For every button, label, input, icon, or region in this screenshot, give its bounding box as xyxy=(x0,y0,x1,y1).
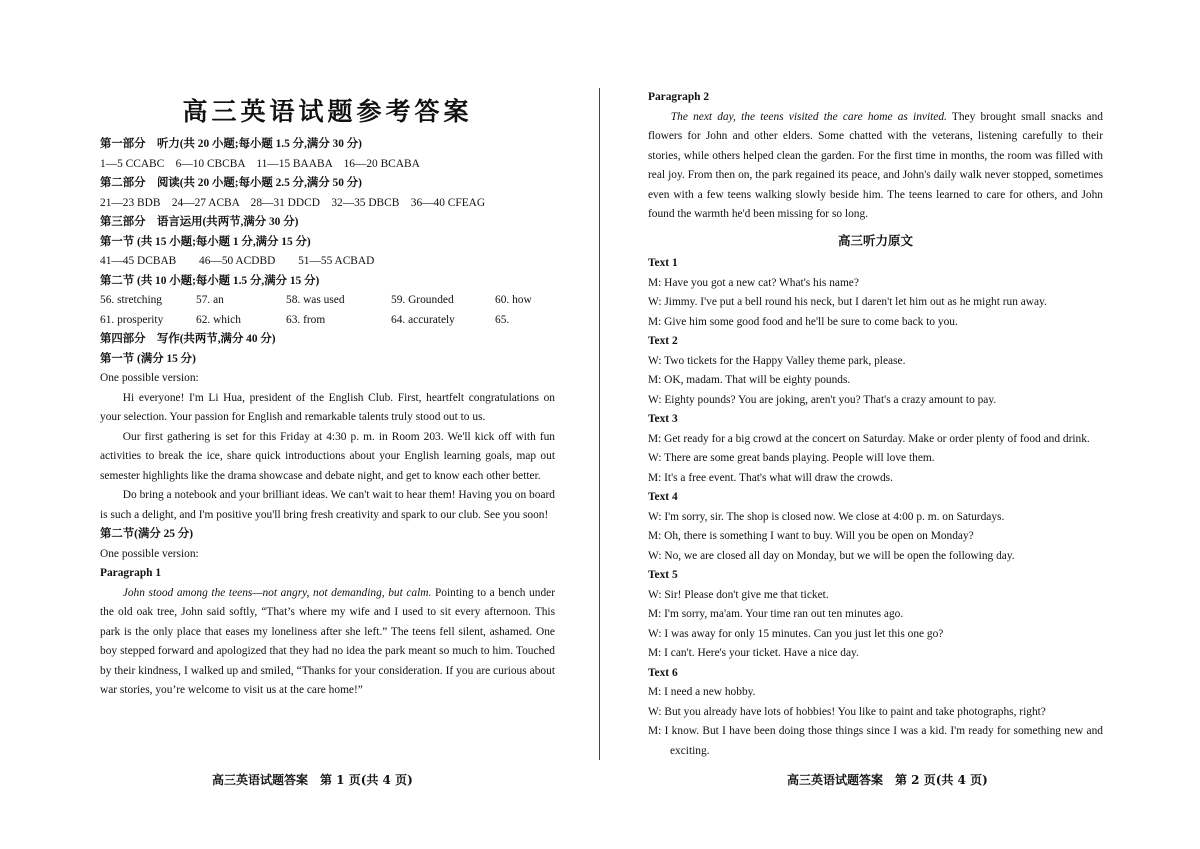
answer-59: 59. Grounded xyxy=(391,294,454,306)
story-paragraph-2 xyxy=(648,108,1103,225)
paragraph-2-label: Paragraph 2 xyxy=(648,91,710,103)
story-paragraph-1-opening: John stood among the teens—not angry, not demanding, but calm. xyxy=(122,586,432,599)
answer-60: 60. how xyxy=(495,294,532,306)
answer-56: 56. stretching xyxy=(100,294,163,306)
dialogue-line: M: I can't. Here's your ticket. Have a nice day. xyxy=(648,647,859,659)
right-column xyxy=(648,88,1103,761)
letter-paragraph-3: Do bring a notebook and your brilliant ideas. We can't wait to hear them! Having you on board is such a delight, and I'm positive you'll bring fresh creativity and spark to our club. See you soon! xyxy=(100,489,555,521)
listening-text-label: Text 3 xyxy=(648,413,678,425)
story-paragraph-2-body: They brought small snacks and flowers for John and other elders. Some chatted with the veterans, listening carefully to their stories, while others helped clean the garden. For the first time in months, the room was filled with real joy. From then on, the park regained its peace, and John's daily walk never stopped, sometimes even with a few teens walking slowly beside him. The teens learned to care for others, and John found the warmth he'd been missing for so long. xyxy=(648,110,1103,220)
listening-script-title: 高三听力原文 xyxy=(837,232,913,248)
dialogue-line: W: Sir! Please don't give me that ticket. xyxy=(648,588,829,601)
dialogue-line: M: I need a new hobby. xyxy=(648,686,756,698)
part3-section1-answers: 41—45 DCBAB 46—50 ACDBD 51—55 ACBAD xyxy=(100,255,375,267)
part4-section2-heading: 第二节(满分 25 分) xyxy=(100,528,194,540)
answer-57: 57. an xyxy=(196,294,224,306)
answer-62: 62. which xyxy=(196,313,241,326)
dialogue-line: M: Get ready for a big crowd at the concert on Saturday. Make or order plenty of food and drink. xyxy=(648,432,1090,445)
dialogue-line: W: Two tickets for the Happy Valley theme park, please. xyxy=(648,354,906,367)
left-column xyxy=(100,88,555,701)
document-title: 高三英语试题参考答案 xyxy=(182,97,473,126)
part4-heading: 第四部分 写作(共两节,满分 40 分) xyxy=(100,333,276,345)
dialogue-line: M: Give him some good food and he'll be sure to come back to you. xyxy=(648,315,958,328)
dialogue-line: W: I was away for only 15 minutes. Can you just let this one go? xyxy=(648,627,944,640)
part1-heading: 第一部分 听力(共 20 小题;每小题 1.5 分,满分 30 分) xyxy=(100,138,362,150)
story-paragraph-1 xyxy=(100,584,555,701)
listening-texts xyxy=(648,254,1103,761)
answer-key-page-2 xyxy=(600,0,1200,849)
letter-paragraph-1: Hi everyone! I'm Li Hua, president of the English Club. First, heartfelt congratulations on your selection. Your passion for English and remarkable talents truly stood out to us. xyxy=(100,391,555,423)
dialogue-line: M: OK, madam. That will be eighty pounds. xyxy=(648,374,851,386)
dialogue-line: W: But you already have lots of hobbies! You like to paint and take photographs, right? xyxy=(648,705,1046,718)
answer-64: 64. accurately xyxy=(391,313,455,326)
paragraph-1-label: Paragraph 1 xyxy=(100,567,162,579)
dialogue-line: M: I'm sorry, ma'am. Your time ran out ten minutes ago. xyxy=(648,608,904,620)
dialogue-line: M: Oh, there is something I want to buy. Will you be open on Monday? xyxy=(648,530,974,542)
story-paragraph-2-opening: The next day, the teens visited the care home as invited. xyxy=(670,110,947,123)
answer-58: 58. was used xyxy=(286,294,345,306)
part2-answers: 21—23 BDB 24—27 ACBA 28—31 DDCD 32—35 DBCB 36—40 CFEAG xyxy=(100,196,486,209)
dialogue-line: W: No, we are closed all day on Monday, but we will be open the following day. xyxy=(648,549,1015,562)
story-paragraph-1-body: Pointing to a bench under the old oak tree, John said softly, “That’s where my wife and I used to sit every afternoon. This park is the only place that eases my loneliness after she left.” The teens fell silent, ashamed. One boy stepped forward and apologized that they had no idea the park meant so much to him. Touched by their kindness, I walked up and smiled, “Thanks for your consideration. If you are curious about war stories, you’re welcome to visit us at the care home!” xyxy=(100,586,555,696)
dialogue-line: M: It's a free event. That's what will draw the crowds. xyxy=(648,471,893,484)
listening-text-label: Text 2 xyxy=(648,335,678,347)
part2-heading: 第二部分 阅读(共 20 小题;每小题 2.5 分,满分 50 分) xyxy=(100,177,362,189)
dialogue-line: W: There are some great bands playing. People will love them. xyxy=(648,452,935,464)
fill-blank-row-2 xyxy=(100,311,555,331)
dialogue-line: W: I'm sorry, sir. The shop is closed now. We close at 4:00 p. m. on Saturdays. xyxy=(648,510,1005,523)
answer-63: 63. from xyxy=(286,313,326,326)
part3-section2-heading: 第二节 (共 10 小题;每小题 1.5 分,满分 15 分) xyxy=(100,274,320,287)
listening-text-label: Text 4 xyxy=(648,491,678,503)
answer-61: 61. prosperity xyxy=(100,313,164,326)
listening-text-label: Text 5 xyxy=(648,569,678,581)
possible-version-label: One possible version: xyxy=(100,372,199,384)
answer-key-page-1 xyxy=(0,0,598,849)
dialogue-line: M: Have you got a new cat? What's his name? xyxy=(648,276,859,289)
possible-version-label: One possible version: xyxy=(100,547,199,560)
listening-text-label: Text 1 xyxy=(648,257,678,269)
listening-text-label: Text 6 xyxy=(648,666,678,679)
dialogue-line: W: Jimmy. I've put a bell round his neck, but I daren't let him out as he might run away. xyxy=(648,296,1047,308)
letter-paragraph-2: Our first gathering is set for this Friday at 4:30 p. m. in Room 203. We'll kick off with fun activities to break the ice, share quick introductions about your English learning goals, map out semester highlights like the drama showcase and debate night, and get to know each other better. xyxy=(100,430,555,482)
fill-blank-row-1 xyxy=(100,291,555,311)
answer-65: 65. xyxy=(495,313,510,326)
dialogue-line: M: I know. But I have been doing those things since I was a kid. I'm ready for something new and exciting. xyxy=(648,725,1103,757)
part3-section1-heading: 第一节 (共 15 小题;每小题 1 分,满分 15 分) xyxy=(100,235,311,248)
part4-section1-heading: 第一节 (满分 15 分) xyxy=(100,352,196,365)
page-footer: 高三英语试题答案 第 2 页(共 4 页) xyxy=(787,773,988,787)
part1-answers: 1—5 CCABC 6—10 CBCBA 11—15 BAABA 16—20 BCABA xyxy=(100,157,420,170)
page-footer: 高三英语试题答案 第 1 页(共 4 页) xyxy=(212,773,413,787)
part3-heading: 第三部分 语言运用(共两节,满分 30 分) xyxy=(100,216,299,228)
dialogue-line: W: Eighty pounds? You are joking, aren't you? That's a crazy amount to pay. xyxy=(648,393,997,406)
